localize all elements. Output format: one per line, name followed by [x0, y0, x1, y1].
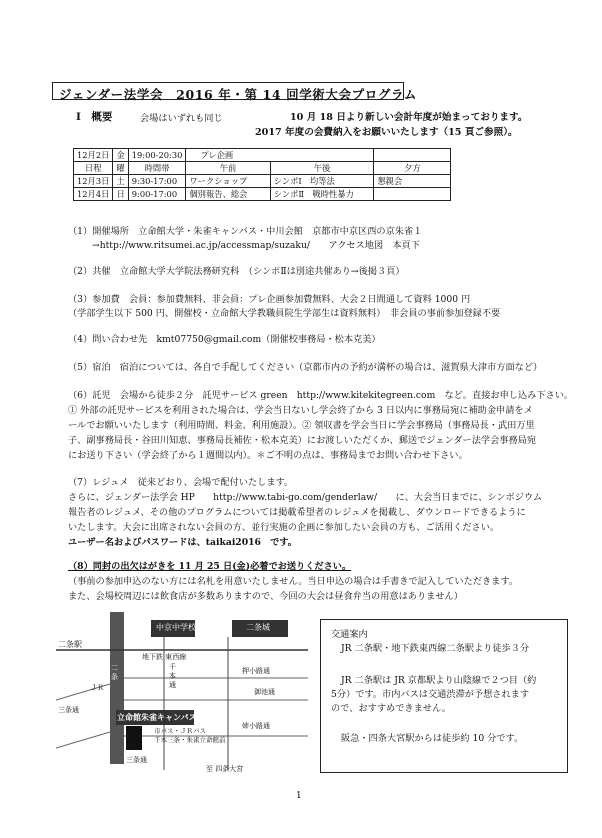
- map-label-aneyakoji: 姉小路通: [242, 722, 270, 730]
- map-label-nijo: 二条: [111, 664, 118, 681]
- table-header-cell: 曜: [113, 162, 128, 175]
- table-header-row: [74, 162, 451, 175]
- transit-line-2c: ので、おすすめできません。: [331, 703, 451, 714]
- map-label-nijo-station: 二条駅: [58, 640, 82, 649]
- schedule-table: [73, 148, 451, 201]
- table-header-cell: 午前: [186, 162, 270, 175]
- access-map-link[interactable]: →http://www.ritsumei.ac.jp/accessmap/suzaku/ アクセス地図 本頁下: [92, 240, 420, 251]
- access-map: [56, 600, 308, 772]
- table-cell: [374, 149, 451, 162]
- page-number: 1: [296, 791, 302, 801]
- table-cell: シンポⅠ 均等法: [270, 175, 374, 188]
- childcare-line: （6）託児 会場から徒歩２分 託児サービス green http://www.kitekitegreen.com など。直接お申し込み下さい。: [68, 390, 574, 401]
- table-cell: 9:00-17:00: [128, 188, 186, 201]
- map-label-bus-stop-names: 千本三条・朱雀立命館前: [154, 736, 226, 744]
- rsvp-detail-2: また、会場校周辺には飲食店が多数ありますので、今回の大会は昼食弁当の用意はありません）: [68, 591, 463, 602]
- map-label-bus-stop: 市バス・ＪＲバス: [154, 727, 206, 735]
- childcare-detail-4: にお送り下さい（学会終了から１週間以内）。＊ご不明の点は、事務局までお問い合わせ下さい。: [68, 450, 468, 461]
- rsvp-deadline-line: （8）同封の出欠はがきを 11 月 25 日(金)必着でお送りください。: [68, 561, 352, 572]
- credentials-line: ユーザー名およびパスワードは、taikai2016 です。: [68, 537, 297, 548]
- map-label-campus: 立命館朱雀キャンパス: [117, 712, 197, 722]
- map-label-senbon: 千本通: [169, 663, 176, 689]
- map-label-tozai-line: 地下鉄 東西線: [142, 653, 187, 661]
- table-row: [74, 149, 451, 162]
- table-cell: 土: [113, 175, 128, 188]
- table-header-cell: 時間帯: [128, 162, 186, 175]
- table-header-cell: 日程: [74, 162, 113, 175]
- childcare-detail-2: ールでお願いいたします（利用時間、料金、利用施設）。② 領収書を学会当日に学会事務局（事務局長・武田万里: [68, 420, 535, 431]
- resume-detail-1: さらに、ジェンダー法学会 HP http://www.tabi-go.com/genderlaw/ に、大会当日までに、シンポジウム: [68, 492, 543, 503]
- map-label-sanjo: 三条通: [126, 756, 147, 764]
- transit-line-1: JR 二条駅・地下鉄東西線二条駅より徒歩３分: [341, 643, 530, 654]
- transit-info-box: [320, 619, 568, 773]
- transit-line-3: 阪急・四条大宮駅からは徒歩約 10 分です。: [341, 733, 524, 744]
- venue-line: （1）開催場所 立命館大学・朱雀キャンパス・中川会館 京都市中京区西の京朱雀１: [68, 226, 423, 237]
- table-cell: 12月2日: [74, 149, 113, 162]
- transit-heading: 交通案内: [331, 629, 368, 640]
- transit-line-2a: JR 二条駅は JR 京都駅より山陰線で２つ目（約: [341, 675, 537, 686]
- table-cell: 12月4日: [74, 188, 113, 201]
- childcare-detail-1: ① 外部の託児サービスを利用された場合は、学会当日ないし学会終了から 3 日以内に事務局宛に補助金申請をメ: [68, 405, 533, 416]
- table-cell: [374, 188, 451, 201]
- table-cell: 日: [113, 188, 128, 201]
- map-label-shijo-omiya: 至 四条大宮: [206, 765, 244, 773]
- fee-detail-line: （学部学生以下 500 円、開催校・立命館大学教職員院生学部生は資料無料） 非会員の事前参加登録不要: [68, 308, 501, 319]
- table-cell: 19:00-20:30: [128, 149, 186, 162]
- fiscal-year-notice: 10 月 18 日より新しい会計年度が始まっております。: [290, 112, 528, 123]
- table-cell: 12月3日: [74, 175, 113, 188]
- map-label-nijojo: 二条城: [246, 623, 270, 632]
- table-cell: 個別報告、総会: [186, 188, 270, 201]
- overview-heading: Ⅰ 概要: [76, 111, 113, 123]
- resume-line: （7）レジュメ 従来どおり、会場で配付いたします。: [68, 477, 294, 488]
- rsvp-detail-1: （事前の参加申込のない方には名札を用意いたしません。当日申込の場合は手書きで記入していただきます。: [68, 576, 519, 587]
- resume-detail-3: いたします。大会に出席されない会員の方、並行実施の企画に参加したい会員の方も、ご活用ください。: [68, 522, 500, 533]
- table-cell: シンポⅡ 戦時性暴力: [270, 188, 374, 201]
- table-cell: ワークショップ: [186, 175, 270, 188]
- map-label-jr: ＪＲ: [90, 684, 104, 692]
- map-label-junior-high: 中京中学校: [156, 623, 196, 632]
- table-cell: 9:30-17:00: [128, 175, 186, 188]
- map-label-oshikoji: 押小路通: [242, 667, 270, 675]
- table-header-cell: 夕方: [374, 162, 451, 175]
- lodging-line: （5）宿泊 宿泊については、各自で手配してください（京都市内の予約が満杯の場合は、滋賀県大津市方面など）: [68, 362, 543, 373]
- fee-line: （3）参加費 会員：参加費無料、非会員：プレ企画参加費無料、大会２日間通して資料 1000 円: [68, 294, 471, 305]
- page-title: ジェンダー法学会 2016 年・第 14 回学術大会プログラム: [52, 82, 404, 100]
- overview-note: 会場はいずれも同じ: [140, 113, 223, 124]
- map-label-oike: 御池通: [254, 688, 275, 696]
- childcare-detail-3: 子、副事務局長・谷田川知恵、事務局長補佐・松本克美）にお渡しいただくか、郵送でジェンダー法学会事務局宛: [68, 435, 537, 446]
- resume-detail-2: 報告者のレジュメ、その他のプログラムについては掲載希望者のレジュメを掲載し、ダウンロードできるように: [68, 507, 526, 518]
- table-header-cell: 午後: [270, 162, 374, 175]
- table-row: [74, 188, 451, 201]
- transit-line-2b: 5分）です。市内バスは交通渋滞が予想されます: [331, 689, 530, 700]
- table-row: [74, 175, 451, 188]
- table-cell: 懇親会: [374, 175, 451, 188]
- membership-fee-notice: 2017 年度の会費納入をお願いいたします（15 頁ご参照）。: [255, 127, 518, 138]
- table-cell: 金: [113, 149, 128, 162]
- co-host-line: （2）共催 立命館大学大学院法務研究科 （シンポⅡは別途共催あり→後掲３頁）: [68, 266, 405, 277]
- table-cell: プレ企画: [186, 149, 374, 162]
- map-label-sanjo-kaido: 三条通: [58, 706, 79, 714]
- contact-line: （4）問い合わせ先 kmt07750@gmail.com（開催校事務局・松本克美）: [68, 334, 381, 345]
